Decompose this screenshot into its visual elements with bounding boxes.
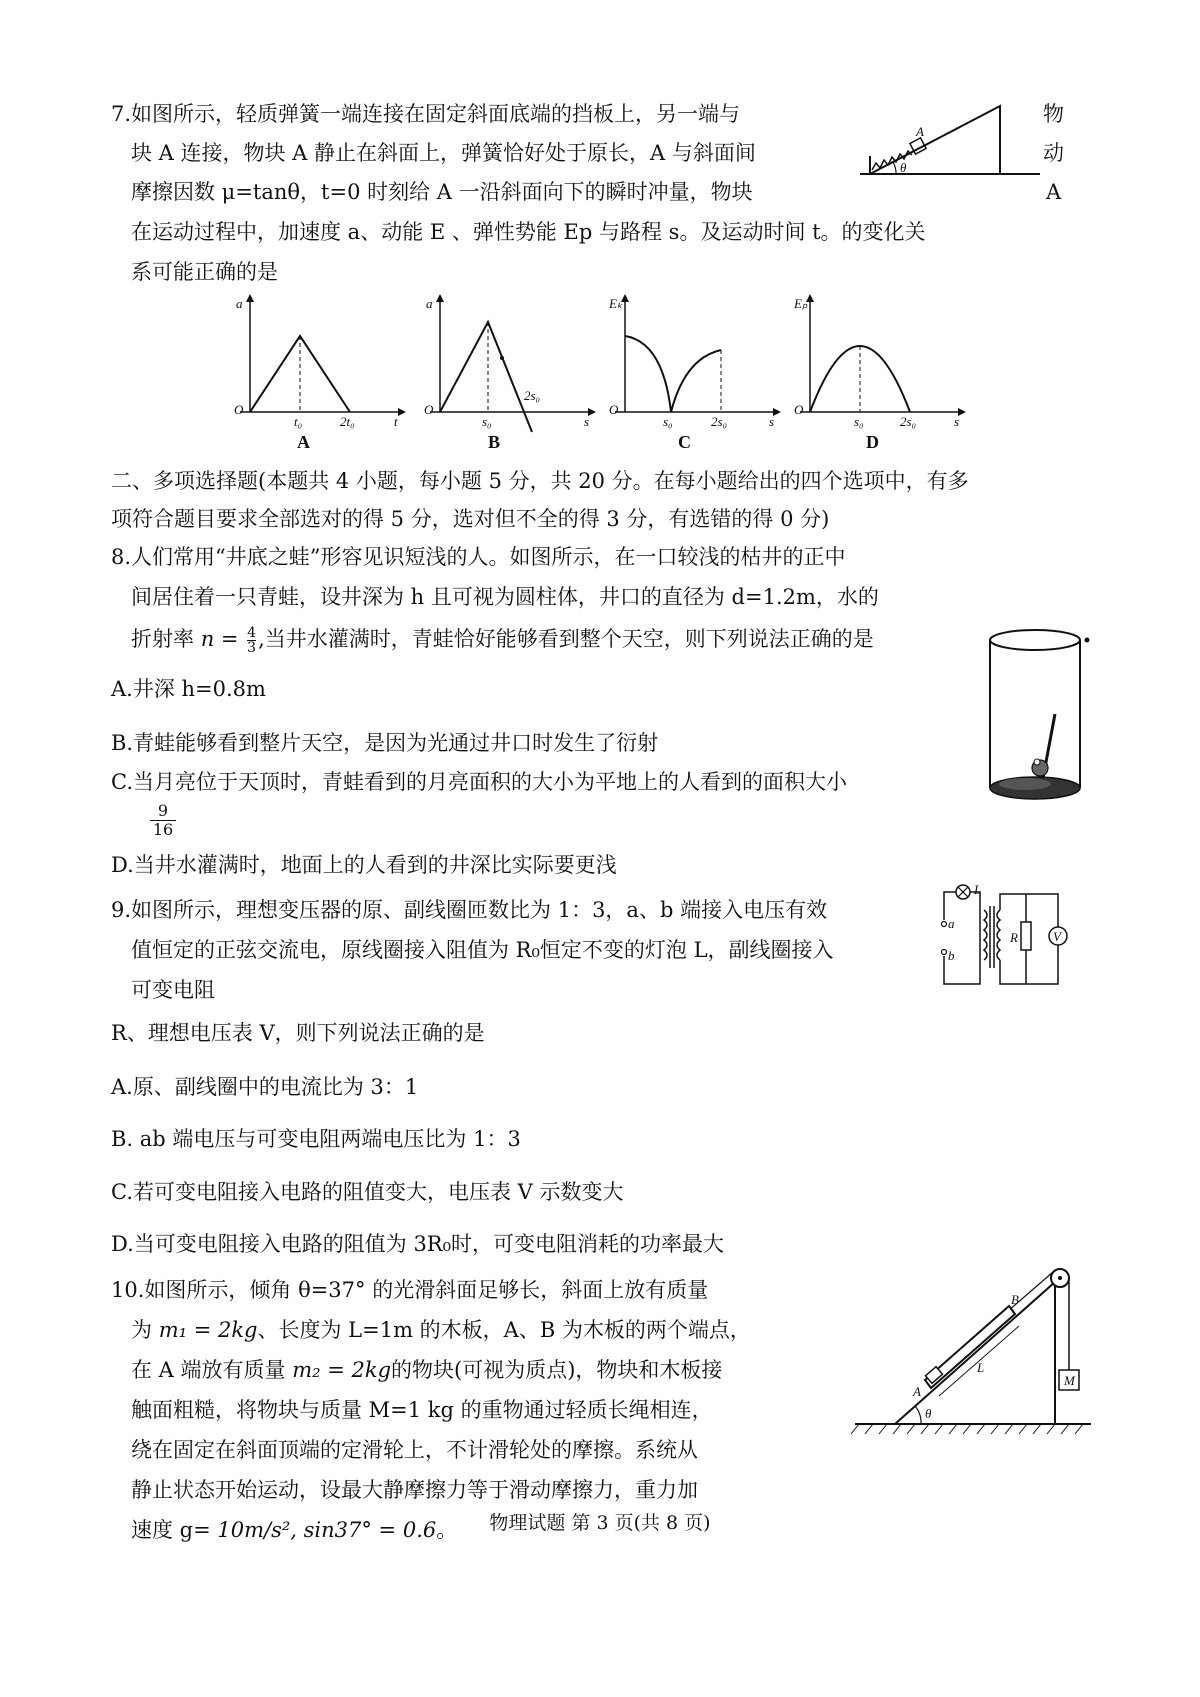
q7-graph-a [230, 292, 410, 429]
q7-graph-a-tick-1: t₀ [294, 414, 303, 429]
q7-graph-c-tick-2: 2s₀ [711, 414, 728, 429]
q9-line-1: 9.如图所示，理想变压器的原、副线圈匝数比为 1：3，a、b 端接入电压有效 [111, 898, 828, 922]
q10-end-a-label: A [913, 1384, 921, 1399]
q9-line-2: 值恒定的正弦交流电，原线圈接入阻值为 R₀恒定不变的灯泡 L，副线圈接入 [131, 938, 834, 962]
q7-block-label: A [916, 124, 924, 139]
q8-line-3-pre: 折射率 [131, 627, 201, 651]
q10-line-1: 10.如图所示，倾角 θ=37° 的光滑斜面足够长，斜面上放有质量 [111, 1278, 709, 1302]
q10-m1-formula: m₁ = 2kg [158, 1318, 258, 1342]
q7-graph-c-tick-1: s₀ [663, 414, 673, 429]
q9-circuit-figure [938, 880, 1063, 998]
q9-option-a: A.原、副线圈中的电流比为 3：1 [111, 1075, 419, 1099]
q9-lamp-label: L [974, 882, 982, 897]
q9-line-3: 可变电阻 [131, 978, 215, 1002]
q8-n-symbol: n = [200, 627, 246, 651]
q7-graph-a-xlabel: t [394, 414, 398, 429]
page-footer: 物理试题 第 3 页(共 8 页) [489, 1512, 711, 1534]
q7-graph-a-caption: A [297, 432, 310, 452]
q9-line-4: R、理想电压表 V，则下列说法正确的是 [111, 1021, 485, 1045]
q10-angle-label: θ [925, 1406, 932, 1421]
q7-graph-d-ylabel: Eₚ [794, 296, 808, 311]
q7-line-3: 摩擦因数 μ=tanθ，t=0 时刻给 A 一沿斜面向下的瞬时冲量，物块 [131, 180, 753, 204]
q7-graph-a-tick-2: 2t₀ [340, 414, 355, 429]
q8-line-3 [131, 622, 874, 656]
q7-line-2-tail: 动 [1043, 141, 1064, 165]
q7-graph-b-caption: B [488, 432, 501, 452]
q10-line-2 [131, 1313, 751, 1347]
q7-line-5: 系可能正确的是 [131, 260, 278, 284]
q8-line-1: 8.人们常用“井底之蛙”形容见识短浅的人。如图所示，在一口较浅的枯井的正中 [111, 545, 846, 569]
section2-line-2: 项符合题目要求全部选对的得 5 分，选对但不全的得 3 分，有选错的得 0 分) [111, 507, 830, 531]
q7-graph-d [790, 292, 970, 429]
q8-line-3-post: ,当井水灌满时，青蛙恰好能够看到整个天空，则下列说法正确的是 [258, 627, 874, 651]
q10-line-3-pre: 在 A 端放有质量 [131, 1358, 293, 1382]
q10-g-formula: 10m/s², sin37° = 0.6 [217, 1518, 437, 1542]
q8-option-b: B.青蛙能够看到整片天空，是因为光通过井口时发生了衍射 [111, 731, 659, 755]
q10-line-3 [131, 1353, 722, 1387]
q7-graph-c-caption: C [678, 432, 691, 452]
q7-graph-c-ylabel: Eₖ [609, 296, 623, 311]
q7-line-1: 7.如图所示，轻质弹簧一端连接在固定斜面底端的挡板上，另一端与 [111, 102, 741, 126]
q7-line-1-tail: 物 [1043, 102, 1064, 126]
q7-graph-b-ylabel: a [426, 296, 433, 311]
q7-graph-a-origin: O [234, 402, 244, 417]
q8-option-c-denominator: 16 [152, 820, 174, 839]
q7-graph-d-tick-1: s₀ [854, 414, 864, 429]
q7-graph-d-caption: D [866, 432, 879, 452]
q7-graph-b [420, 292, 600, 429]
q10-line-7-post: 。 [436, 1518, 458, 1542]
q9-option-d: D.当可变电阻接入电路的阻值为 3R₀时，可变电阻消耗的功率最大 [111, 1232, 725, 1256]
q10-end-b-label: B [1011, 1292, 1019, 1307]
q10-line-2-post: 、长度为 L=1m 的木板，A、B 为木板的两个端点， [257, 1318, 751, 1342]
q8-option-c: C.当月亮位于天顶时，青蛙看到的月亮面积的大小为平地上的人看到的面积大小 [111, 770, 847, 794]
q8-option-d: D.当井水灌满时，地面上的人看到的井深比实际要更浅 [111, 853, 617, 877]
q10-incline-figure [855, 1262, 1100, 1440]
q7-graph-b-xlabel: s [584, 414, 590, 429]
q8-n-numerator: 4 [247, 625, 257, 641]
q7-graph-c-xlabel: s [769, 414, 775, 429]
q10-line-2-pre: 为 [131, 1318, 159, 1342]
q9-option-b: B. ab 端电压与可变电阻两端电压比为 1：3 [111, 1127, 521, 1151]
q7-graph-d-tick-2: 2s₀ [900, 414, 917, 429]
q10-weight-label: M [1064, 1373, 1075, 1388]
q8-option-a: A.井深 h=0.8m [111, 677, 266, 701]
q8-well-figure [985, 628, 1095, 810]
q8-option-c-fraction [150, 802, 176, 839]
q7-incline-figure [860, 100, 1040, 180]
q9-terminal-a: a [948, 916, 955, 931]
q7-line-3-tail: A [1046, 180, 1062, 204]
q7-line-2: 块 A 连接，物块 A 静止在斜面上，弹簧恰好处于原长，A 与斜面间 [131, 141, 756, 165]
q8-line-2: 间居住着一只青蛙，设井深为 h 且可视为圆柱体，井口的直径为 d=1.2m，水的 [131, 585, 879, 609]
q7-graph-d-xlabel: s [954, 414, 960, 429]
q7-graph-b-tick-1: s₀ [482, 414, 492, 429]
q10-line-4: 触面粗糙，将物块与质量 M=1 kg 的重物通过轻质长绳相连， [131, 1398, 713, 1422]
q7-angle-label: θ [900, 160, 907, 175]
q7-graph-c-origin: O [609, 402, 619, 417]
q10-length-label: L [977, 1360, 985, 1375]
q10-line-6: 静止状态开始运动，设最大静摩擦力等于滑动摩擦力，重力加 [131, 1478, 698, 1502]
q7-graph-c [605, 292, 785, 429]
q9-terminal-b: b [948, 948, 955, 963]
q7-graph-d-origin: O [794, 402, 804, 417]
q7-line-4: 在运动过程中，加速度 a、动能 E 、弹性势能 Ep 与路程 s。及运动时间 t。的变化关 [131, 220, 926, 244]
section2-line-1: 二、多项选择题(本题共 4 小题，每小题 5 分，共 20 分。在每小题给出的四个选项中，有多 [111, 469, 969, 493]
q8-n-fraction [247, 626, 256, 655]
q8-option-c-numerator: 9 [150, 802, 176, 821]
q7-graph-b-origin: O [424, 402, 434, 417]
q10-line-5: 绕在固定在斜面顶端的定滑轮上，不计滑轮处的摩擦。系统从 [131, 1438, 698, 1462]
q10-m2-formula: m₂ = 2kg [292, 1358, 392, 1382]
q10-line-3-post: 的物块(可视为质点)，物块和木板接 [391, 1358, 723, 1382]
q9-option-c: C.若可变电阻接入电路的阻值变大，电压表 V 示数变大 [111, 1180, 624, 1204]
q7-graph-b-tick-2: 2s₀ [524, 388, 541, 403]
q9-voltmeter-label: V [1053, 929, 1061, 944]
q9-resistor-label: R [1010, 930, 1018, 945]
q8-n-denominator: 3 [247, 640, 257, 656]
q7-graph-a-ylabel: a [236, 296, 243, 311]
q10-line-7-pre: 速度 g= [131, 1518, 218, 1542]
